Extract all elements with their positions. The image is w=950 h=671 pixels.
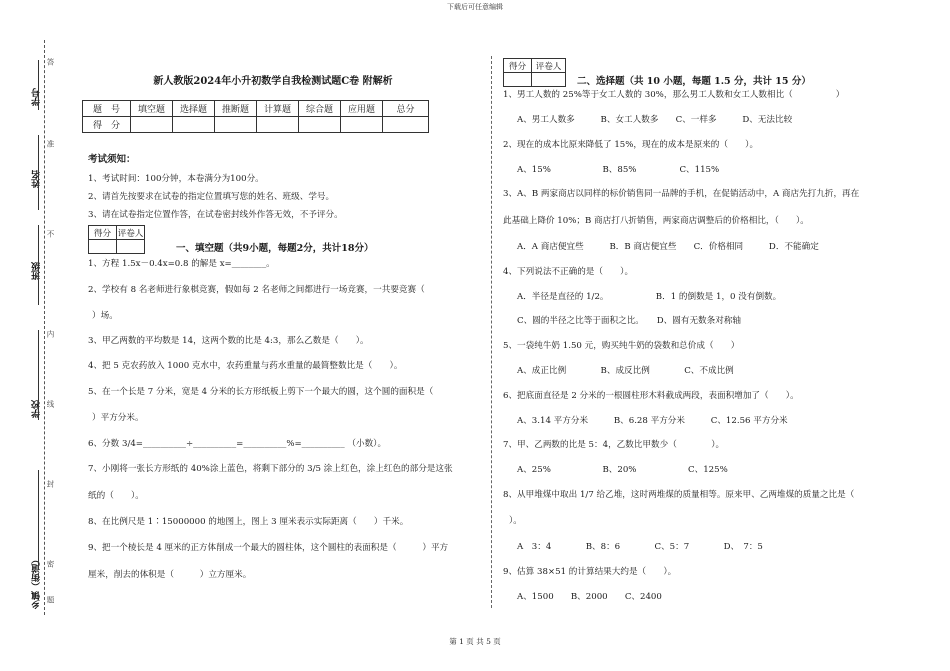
column-divider [491,56,492,608]
question-text: 6、把底面直径是 2 分米的一根圆柱形木料截成两段，表面积增加了（ ）。 [503,391,799,401]
township-field[interactable] [38,470,39,570]
option-row: A 3：4 B、8：6 C、5：7 D、 7：5 [517,542,763,552]
cut-mark: 不 [46,230,55,238]
grader-reviewer-label: 评卷人 [532,59,566,73]
question-text: 9、估算 38×51 的计算结果大约是（ ）。 [503,567,677,577]
grader-reviewer-cell[interactable] [532,73,566,87]
grader-reviewer-cell[interactable] [117,240,145,254]
score-cell[interactable] [257,117,299,133]
exam-title: 新人教版2024年小升初数学自我检测试题C卷 附解析 [153,76,393,87]
option-row: A、男工人数多 B、女工人数多 C、一样多 D、无法比较 [517,115,793,125]
question-text: 2、学校有 8 名老师进行象棋竞赛，假如每 2 名老师之间都进行一场竞赛，一共要竞赛（ [88,285,425,295]
score-header-cell: 选择题 [173,101,215,117]
class-label: 班级 [32,262,42,280]
top-note: 下载后可任意编辑 [447,3,503,11]
binding-margin [0,40,60,620]
cut-mark: 题 [46,596,55,604]
cut-mark: 线 [46,400,55,408]
page-footer: 第 1 页 共 5 页 [449,637,501,646]
section1-grader-box [88,225,145,254]
score-table [82,100,429,133]
question-text: ）平方分米。 [92,413,144,423]
grader-score-cell[interactable] [504,73,532,87]
notes-title: 考试须知： [88,154,136,165]
question-text: 厘米，削去的体积是（ ）立方厘米。 [88,570,252,580]
question-text: 4、把 5 克农药放入 1000 克水中，农药重量与药水重量的最简整数比是（ ）。 [88,361,403,371]
question-text: 2、现在的成本比原来降低了 15%，现在的成本是原来的（ ）。 [503,140,759,150]
option-row: A、成正比例 B、成反比例 C、不成比例 [517,366,734,376]
section1-title: 一、填空题（共9小题，每题2分，共计18分） [176,243,374,254]
option-row: A．半径是直径的 1/2。 B．1 的倒数是 1，0 没有倒数。 [517,292,782,302]
score-header-cell: 应用题 [341,101,383,117]
question-text: 5、在一个长是 7 分米，宽是 4 分米的长方形纸板上剪下一个最大的圆，这个圆的面积是（ [88,387,434,397]
score-cell[interactable] [383,117,429,133]
student-id-label: 学号 [32,88,42,106]
question-text: 3、A、B 两家商店以同样的标价销售同一品牌的手机，在促销活动中，A 商店先打九折，再在 [503,189,860,199]
question-text: 3、甲乙两数的平均数是 14，这两个数的比是 4:3，那么乙数是（ ）。 [88,336,369,346]
option-row: C、圆的半径之比等于面积之比。 D、圆有无数条对称轴 [517,316,742,326]
cut-mark: 密 [46,560,55,568]
school-field[interactable] [38,330,39,420]
school-label: 学校 [32,400,42,418]
question-text: 8、从甲堆煤中取出 1/7 给乙堆，这时两堆煤的质量相等。原来甲、乙两堆煤的质量之比是（ [503,490,855,500]
seal-line [44,40,45,615]
cut-mark: 准 [46,140,55,148]
student-id-field[interactable] [38,60,39,110]
option-row: A、15% B、85% C、115% [517,165,720,175]
score-cell[interactable] [173,117,215,133]
option-row: A．A 商店便宜些 B．B 商店便宜些 C．价格相同 D．不能确定 [517,242,819,252]
option-row: A、1500 B、2000 C、2400 [517,592,662,602]
name-label: 姓名 [32,170,42,188]
score-header-cell: 推断题 [215,101,257,117]
score-header-cell: 总分 [383,101,429,117]
question-text: 7、甲、乙两数的比是 5：4，乙数比甲数少（ ）。 [503,440,725,450]
question-text: 8、在比例尺是 1∶15000000 的地图上，图上 3 厘米表示实际距离（ ）千米。 [88,517,409,527]
class-field[interactable] [38,225,39,305]
section2-grader-box [503,58,566,87]
score-table-header-row [83,101,429,117]
note-item: 1、考试时间：100分钟，本卷满分为100分。 [88,174,264,184]
score-table-score-row [83,117,429,133]
question-text: 6、分数 3/4=__________÷__________=__________%=__________ （小数）。 [88,439,387,449]
grader-reviewer-label: 评卷人 [117,226,145,240]
score-cell[interactable] [341,117,383,133]
question-text: 5、一袋纯牛奶 1.50 元，购买纯牛奶的袋数和总价成（ ） [503,341,740,351]
grader-score-label: 得分 [504,59,532,73]
score-header-cell: 综合题 [299,101,341,117]
section2-title: 二、选择题（共 10 小题，每题 1.5 分，共计 15 分） [577,76,811,87]
score-cell[interactable] [131,117,173,133]
township-label: 乡镇（街道） [32,555,42,609]
option-row: A、3.14 平方分米 B、6.28 平方分米 C、12.56 平方分米 [517,416,788,426]
cut-mark: 内 [46,330,55,338]
score-header-cell: 填空题 [131,101,173,117]
question-text: 此基础上降价 10%；B 商店打八折销售，两家商店调整后的价格相比，（ ）。 [503,216,809,226]
score-row-label: 得 分 [83,117,131,133]
cut-mark: 答 [46,58,55,66]
score-header-cell: 计算题 [257,101,299,117]
cut-mark: 封 [46,480,55,488]
question-text: ）。 [509,516,522,526]
name-field[interactable] [38,135,39,210]
note-item: 3、请在试卷指定位置作答，在试卷密封线外作答无效，不予评分。 [88,210,343,220]
question-text: 9、把一个棱长是 4 厘米的正方体削成一个最大的圆柱体，这个圆柱的表面积是（ ）平方 [88,543,449,553]
question-text: 1、男工人数的 25%等于女工人数的 30%，那么男工人数和女工人数相比（ ） [503,90,845,100]
score-cell[interactable] [299,117,341,133]
grader-score-label: 得分 [89,226,117,240]
score-header-cell: 题 号 [83,101,131,117]
question-text: 4、下列说法不正确的是（ ）。 [503,267,634,277]
option-row: A、25% B、20% C、125% [517,465,728,475]
note-item: 2、请首先按要求在试卷的指定位置填写您的姓名、班级、学号。 [88,192,335,202]
grader-score-cell[interactable] [89,240,117,254]
question-text: 1、方程 1.5x－0.4x=0.8 的解是 x=________。 [88,259,275,269]
question-text: ）场。 [92,311,118,321]
question-text: 纸的（ ）。 [88,491,144,501]
question-text: 7、小刚将一张长方形纸的 40%涂上蓝色，将剩下部分的 3/5 涂上红色，涂上红色的部分是这张 [88,464,453,474]
score-cell[interactable] [215,117,257,133]
